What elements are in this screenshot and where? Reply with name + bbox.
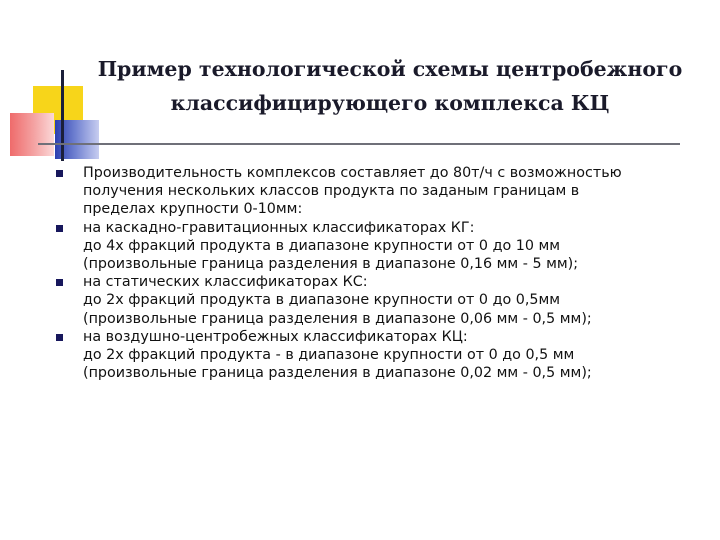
slide-title xyxy=(70,52,710,120)
decor-vertical-line xyxy=(61,70,64,161)
bullet-text-line: (произвольные граница разделения в диапазоне 0,06 мм - 0,5 мм); xyxy=(83,310,592,327)
square-bullet-icon xyxy=(56,225,63,232)
decor-red-square xyxy=(10,113,54,156)
bullet-text-line: на каскадно-гравитационных классификаторах КГ: xyxy=(83,219,475,236)
square-bullet-icon xyxy=(56,170,63,177)
bullet-text-line: на статических классификаторах КС: xyxy=(83,274,368,291)
square-bullet-icon xyxy=(56,334,63,341)
bullet-item xyxy=(52,164,712,219)
bullet-text-line: (произвольные граница разделения в диапазоне 0,02 мм - 0,5 мм); xyxy=(83,365,592,382)
bullet-text-line: до 2х фракций продукта - в диапазоне крупности от 0 до 0,5 мм xyxy=(83,347,575,364)
bullet-text-line: (произвольные граница разделения в диапазоне 0,16 мм - 5 мм); xyxy=(83,256,579,273)
bullet-item xyxy=(52,328,712,383)
slide-title-line-2: классифицирующего комплекса КЦ xyxy=(170,91,610,115)
bullet-text-line: Производительность комплексов составляет до 80т/ч с возможностью xyxy=(83,165,622,181)
slide-title-line-1: Пример технологической схемы центробежного xyxy=(97,57,683,81)
bullet-list xyxy=(52,164,712,382)
square-bullet-icon xyxy=(56,279,63,286)
bullet-text-line: до 2х фракций продукта в диапазоне крупности от 0 до 0,5мм xyxy=(83,292,561,309)
bullet-item xyxy=(52,273,712,328)
bullet-text-line: до 4х фракций продукта в диапазоне крупности от 0 до 10 мм xyxy=(83,237,561,254)
title-divider xyxy=(38,143,680,145)
bullet-text-line: получения нескольких классов продукта по заданым границам в xyxy=(83,183,580,200)
bullet-text-line: на воздушно-центробежных классификаторах КЦ: xyxy=(83,328,468,345)
bullet-text-line: пределах крупности 0-10мм: xyxy=(83,201,303,218)
bullet-item xyxy=(52,219,712,274)
